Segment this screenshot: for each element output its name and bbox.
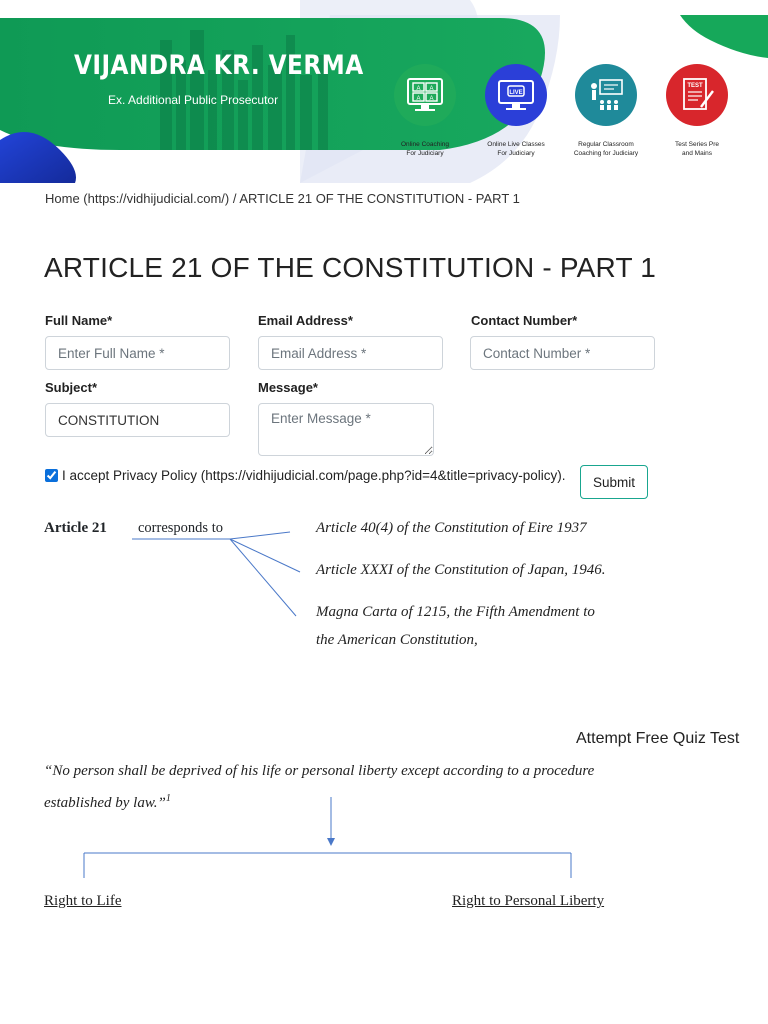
connector-line <box>230 539 300 572</box>
live-classes-icon <box>485 64 547 126</box>
svg-text:A: A <box>416 96 421 102</box>
email-label: Email Address* <box>258 313 353 328</box>
correspondence-item: the American Constitution, <box>316 632 478 648</box>
footnote-marker: 1 <box>165 793 171 804</box>
email-input[interactable] <box>258 336 443 370</box>
privacy-policy-text: I accept Privacy Policy (https://vidhijudicial.com/page.php?id=4&title=privacy-policy). <box>62 468 566 483</box>
service-online-coaching[interactable] <box>380 64 470 158</box>
correspondence-item: Article 40(4) of the Constitution of Eire 1937 <box>316 520 587 536</box>
breadcrumb[interactable]: Home (https://vidhijudicial.com/) / ARTICLE 21 OF THE CONSTITUTION - PART 1 <box>45 191 520 206</box>
connector-line <box>230 539 296 616</box>
quote-line-1: “No person shall be deprived of his life or personal liberty except according to a procedure <box>44 763 595 779</box>
test-series-icon <box>666 64 728 126</box>
correspondence-item: Article XXXI of the Constitution of Japan, 1946. <box>316 562 606 578</box>
service-regular-classroom[interactable] <box>561 64 651 158</box>
service-test-series[interactable] <box>652 64 742 158</box>
corresponds-to-text: corresponds to <box>138 520 223 536</box>
test-icon-text: TEST <box>687 83 703 89</box>
correspondence-item: Magna Carta of 1215, the Fifth Amendment to <box>316 604 595 620</box>
subject-input[interactable] <box>45 403 230 437</box>
brand-name: VIJANDRA KR. VERMA <box>74 50 364 81</box>
right-to-personal-liberty-label: Right to Personal Liberty <box>452 893 605 909</box>
page-title: ARTICLE 21 OF THE CONSTITUTION - PART 1 <box>44 252 656 283</box>
aa-icon-text: A <box>416 86 421 92</box>
online-coaching-icon <box>394 64 456 126</box>
contact-input[interactable] <box>470 336 655 370</box>
privacy-policy-row[interactable] <box>45 468 565 483</box>
service-label: Online Live Classes For Judiciary <box>487 141 545 157</box>
svg-text:A: A <box>429 96 434 102</box>
message-label: Message* <box>258 380 318 395</box>
contact-label: Contact Number* <box>471 313 578 328</box>
service-label: Regular Classroom Coaching for Judiciary <box>573 141 639 157</box>
service-live-classes[interactable] <box>471 64 561 158</box>
live-icon-text: LIVE <box>509 90 523 96</box>
submit-button[interactable]: Submit <box>580 465 648 499</box>
connector-line <box>230 532 290 539</box>
message-textarea[interactable] <box>258 403 434 456</box>
down-arrow-icon <box>327 838 335 846</box>
subject-label: Subject* <box>45 380 98 395</box>
privacy-policy-checkbox[interactable] <box>45 469 58 482</box>
right-to-life-label: Right to Life <box>44 893 122 909</box>
service-label: Online Coaching For Judiciary <box>400 141 450 157</box>
service-label: Test Series Pre and Mains <box>674 141 720 157</box>
article-heading: Article 21 <box>44 520 107 536</box>
full-name-label: Full Name* <box>45 313 113 328</box>
classroom-icon <box>575 64 637 126</box>
header-banner <box>0 0 768 183</box>
quote-line-2: established by law.”$^1$ <box>44 793 171 811</box>
free-quiz-link[interactable]: Attempt Free Quiz Test <box>576 730 740 747</box>
full-name-input[interactable] <box>45 336 230 370</box>
brand-subtitle: Ex. Additional Public Prosecutor <box>108 93 279 107</box>
svg-text:A: A <box>429 86 434 92</box>
